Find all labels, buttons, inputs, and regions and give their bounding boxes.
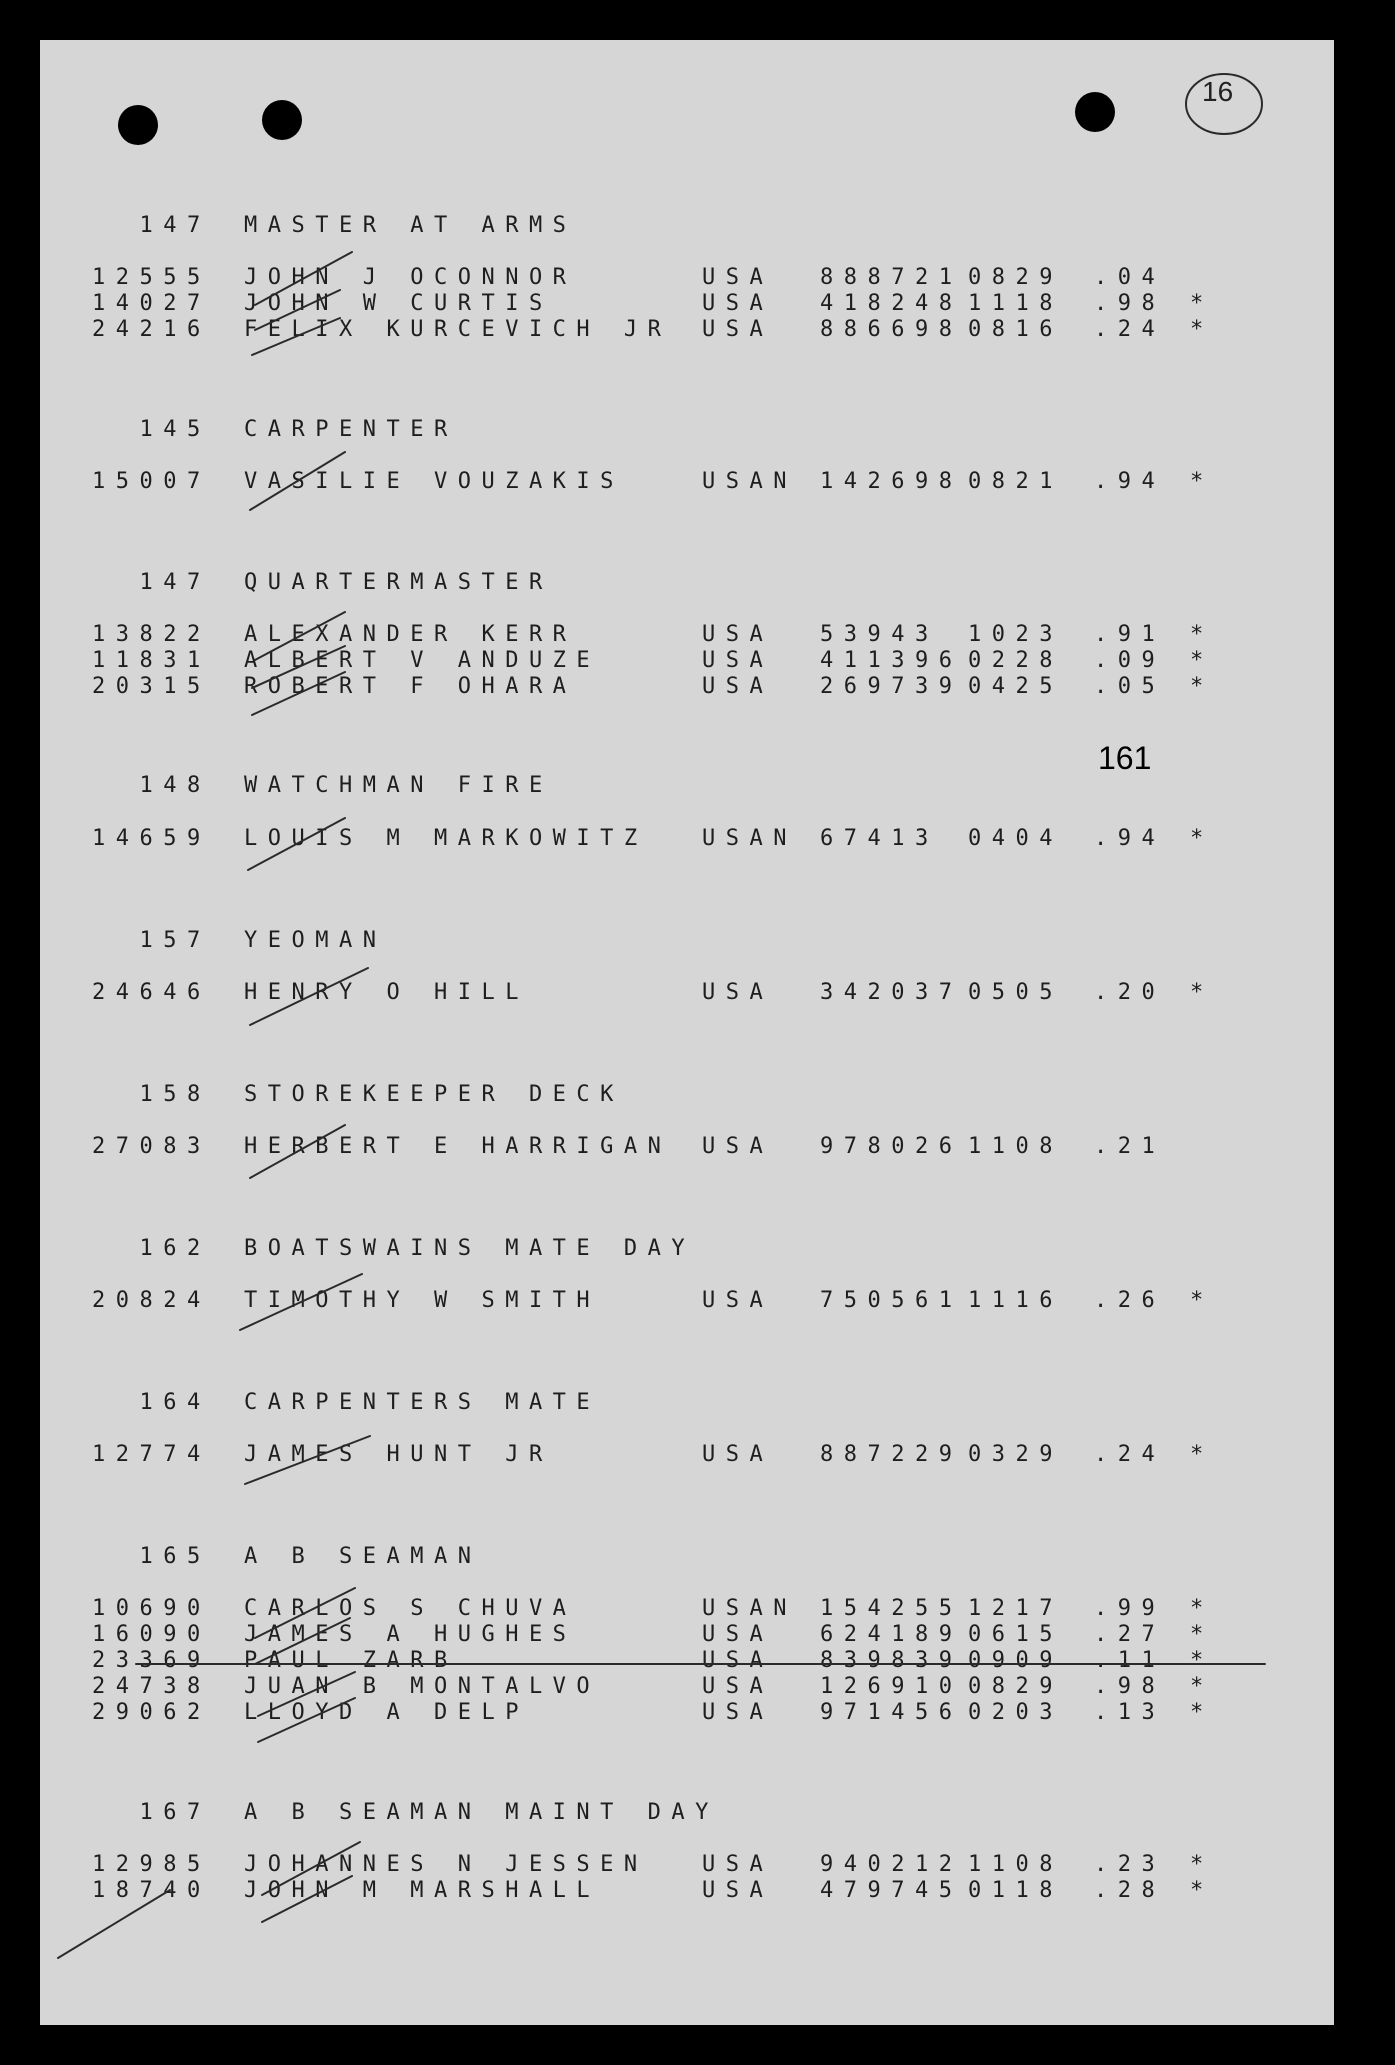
section-code: 167: [139, 1800, 211, 1825]
crew-star: *: [1190, 648, 1214, 673]
crew-number: 886698: [820, 317, 963, 342]
crew-id: 13822: [92, 622, 211, 647]
crew-rate: .24: [1094, 317, 1166, 342]
crew-number: 888721: [820, 265, 963, 290]
crew-star: *: [1190, 469, 1214, 494]
crew-name: ALBERT V ANDUZE: [244, 648, 601, 673]
crew-number: 940212: [820, 1852, 963, 1877]
crew-rate: .94: [1094, 826, 1166, 851]
crew-star: *: [1190, 1442, 1214, 1467]
crew-star: *: [1190, 1596, 1214, 1621]
section-code: 158: [139, 1082, 211, 1107]
crew-star: *: [1190, 1288, 1214, 1313]
crew-citizenship: USA: [702, 648, 774, 673]
crew-id: 12985: [92, 1852, 211, 1877]
section-code: 145: [139, 417, 211, 442]
crew-rate: .94: [1094, 469, 1166, 494]
section-code: 147: [139, 213, 211, 238]
crew-rate: .20: [1094, 980, 1166, 1005]
crew-citizenship: USA: [702, 291, 774, 316]
crew-date: 0829: [968, 1674, 1063, 1699]
crew-name: JOHN J OCONNOR: [244, 265, 577, 290]
crew-citizenship: USA: [702, 1852, 774, 1877]
crew-number: 53943: [820, 622, 939, 647]
crew-date: 1217: [968, 1596, 1063, 1621]
section-header: [92, 392, 458, 442]
crew-rate: .99: [1094, 1596, 1166, 1621]
crew-rate: .28: [1094, 1878, 1166, 1903]
crew-number: 154255: [820, 1596, 963, 1621]
punch-hole: [1075, 92, 1115, 132]
crew-name: VASILIE VOUZAKIS: [244, 469, 624, 494]
section-code: 165: [139, 1544, 211, 1569]
crew-id: 16090: [92, 1622, 211, 1647]
crew-name: LLOYD A DELP: [244, 1700, 529, 1725]
crew-citizenship: USA: [702, 622, 774, 647]
punch-hole: [262, 100, 302, 140]
section-header: [92, 1057, 624, 1107]
crew-number: 142698: [820, 469, 963, 494]
crew-citizenship: USA: [702, 1648, 774, 1673]
section-title: WATCHMAN FIRE: [244, 773, 553, 798]
crew-date: 0821: [968, 469, 1063, 494]
crew-id: 14027: [92, 291, 211, 316]
crew-rate: .21: [1094, 1134, 1166, 1159]
crew-rate: .04: [1094, 265, 1166, 290]
crew-date: 1118: [968, 291, 1063, 316]
crew-date: 0203: [968, 1700, 1063, 1725]
crew-id: 29062: [92, 1700, 211, 1725]
crew-citizenship: USA: [702, 265, 774, 290]
section-title: BOATSWAINS MATE DAY: [244, 1236, 696, 1261]
section-code: 162: [139, 1236, 211, 1261]
section-title: A B SEAMAN: [244, 1544, 482, 1569]
crew-id: 12774: [92, 1442, 211, 1467]
crew-citizenship: USA: [702, 674, 774, 699]
crew-number: 624189: [820, 1622, 963, 1647]
crew-id: 18740: [92, 1878, 211, 1903]
crew-star: *: [1190, 1622, 1214, 1647]
crew-name: CARLOS S CHUVA: [244, 1596, 577, 1621]
crew-id: 23369: [92, 1648, 211, 1673]
crew-number: 887229: [820, 1442, 963, 1467]
section-title: YEOMAN: [244, 928, 387, 953]
crew-name: TIMOTHY W SMITH: [244, 1288, 601, 1313]
section-header: [92, 1775, 719, 1825]
crew-id: 27083: [92, 1134, 211, 1159]
crew-id: 12555: [92, 265, 211, 290]
section-code: 147: [139, 570, 211, 595]
crew-number: 269739: [820, 674, 963, 699]
crew-star: *: [1190, 674, 1214, 699]
crew-number: 750561: [820, 1288, 963, 1313]
crew-name: JUAN B MONTALVO: [244, 1674, 601, 1699]
crew-rate: .09: [1094, 648, 1166, 673]
crew-name: LOUIS M MARKOWITZ: [244, 826, 648, 851]
crew-date: 0118: [968, 1878, 1063, 1903]
crew-star: *: [1190, 826, 1214, 851]
crew-citizenship: USA: [702, 1622, 774, 1647]
crew-citizenship: USA: [702, 1674, 774, 1699]
crew-citizenship: USA: [702, 980, 774, 1005]
section-title: STOREKEEPER DECK: [244, 1082, 624, 1107]
crew-name: JAMES HUNT JR: [244, 1442, 553, 1467]
crew-date: 0329: [968, 1442, 1063, 1467]
crew-citizenship: USAN: [702, 826, 797, 851]
crew-citizenship: USA: [702, 1288, 774, 1313]
crew-name: JOHANNES N JESSEN: [244, 1852, 648, 1877]
crew-date: 1116: [968, 1288, 1063, 1313]
crew-number: 342037: [820, 980, 963, 1005]
crew-rate: .11: [1094, 1648, 1166, 1673]
crew-name: ROBERT F OHARA: [244, 674, 577, 699]
section-title: A B SEAMAN MAINT DAY: [244, 1800, 719, 1825]
crew-star: *: [1190, 622, 1214, 647]
crew-star: *: [1190, 1648, 1214, 1673]
crew-date: 0404: [968, 826, 1063, 851]
crew-number: 978026: [820, 1134, 963, 1159]
crew-id: 11831: [92, 648, 211, 673]
crew-star: *: [1190, 1674, 1214, 1699]
crew-name: JOHN M MARSHALL: [244, 1878, 601, 1903]
crew-number: 839839: [820, 1648, 963, 1673]
crew-rate: .13: [1094, 1700, 1166, 1725]
crew-name: HERBERT E HARRIGAN: [244, 1134, 672, 1159]
crew-rate: .98: [1094, 291, 1166, 316]
crew-star: *: [1190, 1878, 1214, 1903]
crew-date: 0909: [968, 1648, 1063, 1673]
crew-id: 24738: [92, 1674, 211, 1699]
crew-date: 1108: [968, 1852, 1063, 1877]
crew-number: 411396: [820, 648, 963, 673]
crew-citizenship: USAN: [702, 1596, 797, 1621]
section-header: [92, 545, 553, 595]
crew-date: 0228: [968, 648, 1063, 673]
crew-citizenship: USA: [702, 1442, 774, 1467]
crew-citizenship: USA: [702, 1134, 774, 1159]
section-header: [92, 1519, 482, 1569]
crew-id: 14659: [92, 826, 211, 851]
section-code: 148: [139, 773, 211, 798]
crew-number: 971456: [820, 1700, 963, 1725]
crew-id: 20315: [92, 674, 211, 699]
crew-citizenship: USA: [702, 1700, 774, 1725]
crew-id: 15007: [92, 469, 211, 494]
circled-page-number: 16: [1202, 76, 1234, 107]
section-header: [92, 903, 387, 953]
crew-star: *: [1190, 1700, 1214, 1725]
crew-star: *: [1190, 980, 1214, 1005]
section-header: [92, 1211, 696, 1261]
crew-name: HENRY O HILL: [244, 980, 529, 1005]
crew-citizenship: USA: [702, 317, 774, 342]
crew-date: 0829: [968, 265, 1063, 290]
section-title: QUARTERMASTER: [244, 570, 553, 595]
crew-rate: .24: [1094, 1442, 1166, 1467]
crew-date: 0425: [968, 674, 1063, 699]
crew-name: PAUL ZARB: [244, 1648, 458, 1673]
crew-star: *: [1190, 317, 1214, 342]
crew-date: 1023: [968, 622, 1063, 647]
crew-number: 479745: [820, 1878, 963, 1903]
crew-rate: .26: [1094, 1288, 1166, 1313]
crew-number: 67413: [820, 826, 939, 851]
crew-id: 20824: [92, 1288, 211, 1313]
section-code: 164: [139, 1390, 211, 1415]
crew-name: ALEXANDER KERR: [244, 622, 577, 647]
section-code: 157: [139, 928, 211, 953]
crew-name: JOHN W CURTIS: [244, 291, 553, 316]
section-header: [92, 188, 577, 238]
crew-date: 0615: [968, 1622, 1063, 1647]
punch-hole: [118, 105, 158, 145]
crew-rate: .23: [1094, 1852, 1166, 1877]
section-title: CARPENTER: [244, 417, 458, 442]
crew-star: *: [1190, 291, 1214, 316]
crew-star: *: [1190, 1852, 1214, 1877]
crew-rate: .91: [1094, 622, 1166, 647]
section-title: MASTER AT ARMS: [244, 213, 577, 238]
handwritten-page-number: 161: [1098, 740, 1152, 776]
crew-rate: .05: [1094, 674, 1166, 699]
crew-number: 126910: [820, 1674, 963, 1699]
crew-rate: .27: [1094, 1622, 1166, 1647]
crew-id: 24646: [92, 980, 211, 1005]
crew-number: 418248: [820, 291, 963, 316]
crew-rate: .98: [1094, 1674, 1166, 1699]
crew-citizenship: USA: [702, 1878, 774, 1903]
section-title: CARPENTERS MATE: [244, 1390, 601, 1415]
crew-id: 10690: [92, 1596, 211, 1621]
crew-citizenship: USAN: [702, 469, 797, 494]
section-header: [92, 1365, 601, 1415]
section-header: [92, 748, 553, 798]
crew-name: FELIX KURCEVICH JR: [244, 317, 672, 342]
crew-date: 0816: [968, 317, 1063, 342]
crew-id: 24216: [92, 317, 211, 342]
crew-date: 1108: [968, 1134, 1063, 1159]
crew-date: 0505: [968, 980, 1063, 1005]
crew-name: JAMES A HUGHES: [244, 1622, 577, 1647]
